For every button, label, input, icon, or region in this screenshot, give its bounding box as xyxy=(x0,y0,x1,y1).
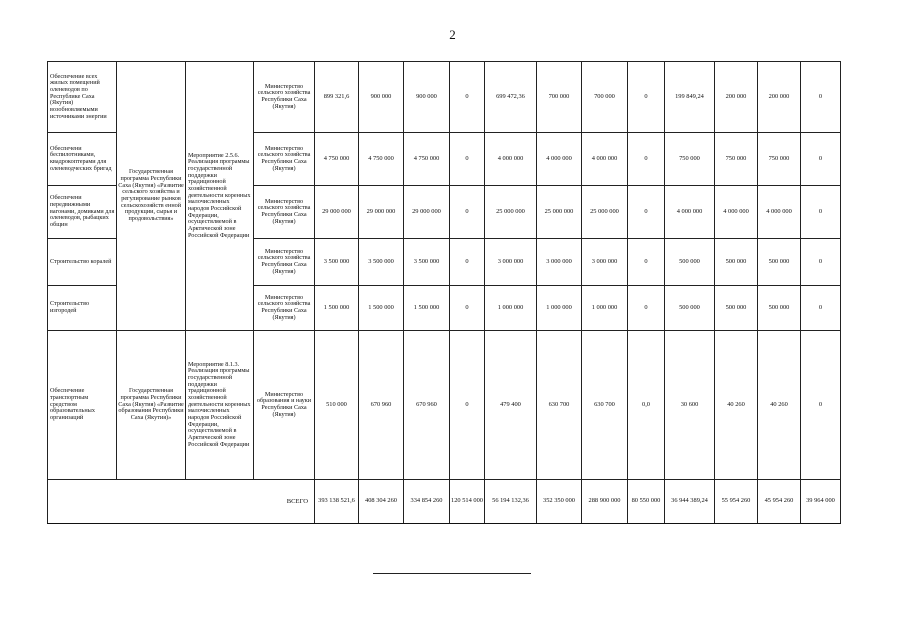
activity-cell: Обеспечение всех жилых помещений оленеводов по Республике Саха (Якутия) возобновляемыми источниками энергии xyxy=(48,62,117,133)
value-cell: 29 000 000 xyxy=(315,186,359,239)
value-cell: 670 960 xyxy=(359,331,404,480)
value-cell: 0 xyxy=(628,286,665,331)
total-value-cell: 36 944 389,24 xyxy=(665,480,715,524)
value-cell: 750 000 xyxy=(715,133,758,186)
value-cell: 4 000 000 xyxy=(665,186,715,239)
value-cell: 25 000 000 xyxy=(485,186,537,239)
activity-cell: Строительство изгородей xyxy=(48,286,117,331)
value-cell: 0 xyxy=(628,186,665,239)
value-cell: 670 960 xyxy=(404,331,450,480)
value-cell: 0 xyxy=(450,186,485,239)
value-cell: 0 xyxy=(801,239,841,286)
ministry-cell: Министерство сельского хозяйства Республики Саха (Якутия) xyxy=(254,186,315,239)
value-cell: 4 000 000 xyxy=(758,186,801,239)
value-cell: 3 500 000 xyxy=(359,239,404,286)
value-cell: 700 000 xyxy=(537,62,582,133)
value-cell: 0 xyxy=(450,331,485,480)
value-cell: 29 000 000 xyxy=(359,186,404,239)
ministry-cell: Министерство сельского хозяйства Республики Саха (Якутия) xyxy=(254,239,315,286)
activity-cell: Обеспечени передвижными вагонами, домиками для оленеводов, рыбацких общин xyxy=(48,186,117,239)
value-cell: 40 260 xyxy=(758,331,801,480)
total-row xyxy=(48,480,841,524)
activity-cell: Обеспечени беспилотниками, квадрокоптерами для оленеводческих бригад xyxy=(48,133,117,186)
value-cell: 0 xyxy=(801,186,841,239)
value-cell: 500 000 xyxy=(758,239,801,286)
value-cell: 1 000 000 xyxy=(485,286,537,331)
value-cell: 900 000 xyxy=(404,62,450,133)
value-cell: 0 xyxy=(628,239,665,286)
ministry-cell: Министерство сельского хозяйства Республики Саха (Якутия) xyxy=(254,133,315,186)
program-cell: Государственная программа Республики Саха (Якутия) «Развитие образования Республики Саха (Якутия)» xyxy=(117,331,186,480)
value-cell: 500 000 xyxy=(758,286,801,331)
value-cell: 25 000 000 xyxy=(582,186,628,239)
value-cell: 500 000 xyxy=(715,286,758,331)
value-cell: 25 000 000 xyxy=(537,186,582,239)
total-value-cell: 120 514 000 xyxy=(450,480,485,524)
value-cell: 3 000 000 xyxy=(537,239,582,286)
total-value-cell: 288 900 000 xyxy=(582,480,628,524)
value-cell: 1 500 000 xyxy=(359,286,404,331)
value-cell: 1 500 000 xyxy=(404,286,450,331)
total-value-cell: 45 954 260 xyxy=(758,480,801,524)
total-value-cell: 80 550 000 xyxy=(628,480,665,524)
page-number: 2 xyxy=(449,27,456,42)
measure-cell: Мероприятие 2.5.6. Реализация программы государственной поддержки традиционной хозяйственной деятельности коренных малочисленных народов Российской Федерации, осуществляемой в Арктической зоне Российской Федерации xyxy=(186,62,254,331)
value-cell: 0,0 xyxy=(628,331,665,480)
value-cell: 200 000 xyxy=(758,62,801,133)
value-cell: 4 000 000 xyxy=(582,133,628,186)
total-value-cell: 334 854 260 xyxy=(404,480,450,524)
value-cell: 4 750 000 xyxy=(359,133,404,186)
budget-table xyxy=(47,61,841,524)
table-row xyxy=(48,62,841,133)
value-cell: 199 849,24 xyxy=(665,62,715,133)
program-cell: Государственная программа Республики Саха (Якутия) «Развитие сельского хозяйства и регулирование рынков сельскохозяйств енной продукции, сырья и продовольствия» xyxy=(117,62,186,331)
value-cell: 0 xyxy=(450,133,485,186)
value-cell: 3 500 000 xyxy=(404,239,450,286)
value-cell: 30 600 xyxy=(665,331,715,480)
footer-divider xyxy=(373,573,531,574)
value-cell: 630 700 xyxy=(537,331,582,480)
value-cell: 899 321,6 xyxy=(315,62,359,133)
value-cell: 0 xyxy=(450,239,485,286)
total-value-cell: 55 954 260 xyxy=(715,480,758,524)
ministry-cell: Министерство сельского хозяйства Республики Саха (Якутия) xyxy=(254,62,315,133)
value-cell: 0 xyxy=(801,331,841,480)
total-value-cell: 352 350 000 xyxy=(537,480,582,524)
value-cell: 510 000 xyxy=(315,331,359,480)
value-cell: 0 xyxy=(450,62,485,133)
value-cell: 500 000 xyxy=(665,286,715,331)
table-row xyxy=(48,331,841,480)
value-cell: 4 750 000 xyxy=(404,133,450,186)
activity-cell: Строительство коралей xyxy=(48,239,117,286)
total-value-cell: 56 194 132,36 xyxy=(485,480,537,524)
value-cell: 0 xyxy=(801,62,841,133)
value-cell: 0 xyxy=(450,286,485,331)
value-cell: 4 000 000 xyxy=(715,186,758,239)
value-cell: 3 000 000 xyxy=(582,239,628,286)
value-cell: 1 000 000 xyxy=(537,286,582,331)
value-cell: 0 xyxy=(801,286,841,331)
value-cell: 4 000 000 xyxy=(537,133,582,186)
value-cell: 900 000 xyxy=(359,62,404,133)
value-cell: 4 000 000 xyxy=(485,133,537,186)
value-cell: 750 000 xyxy=(758,133,801,186)
total-value-cell: 408 304 260 xyxy=(359,480,404,524)
value-cell: 0 xyxy=(801,133,841,186)
value-cell: 40 260 xyxy=(715,331,758,480)
value-cell: 479 400 xyxy=(485,331,537,480)
value-cell: 0 xyxy=(628,62,665,133)
value-cell: 700 000 xyxy=(582,62,628,133)
value-cell: 3 500 000 xyxy=(315,239,359,286)
total-value-cell: 39 964 000 xyxy=(801,480,841,524)
value-cell: 1 500 000 xyxy=(315,286,359,331)
value-cell: 1 000 000 xyxy=(582,286,628,331)
ministry-cell: Министерство сельского хозяйства Республики Саха (Якутия) xyxy=(254,286,315,331)
value-cell: 3 000 000 xyxy=(485,239,537,286)
value-cell: 200 000 xyxy=(715,62,758,133)
value-cell: 750 000 xyxy=(665,133,715,186)
activity-cell: Обеспечение транспортным средством образовательных организаций xyxy=(48,331,117,480)
value-cell: 630 700 xyxy=(582,331,628,480)
measure-cell: Мероприятие 8.1.3. Реализация программы государственной поддержки традиционной хозяйственной деятельности коренных малочисленных народов Российской Федерации, осуществляемой в Арктической зоне Российской Федерации xyxy=(186,331,254,480)
total-value-cell: 393 138 521,6 xyxy=(315,480,359,524)
value-cell: 699 472,36 xyxy=(485,62,537,133)
value-cell: 29 000 000 xyxy=(404,186,450,239)
ministry-cell: Министерство образования и науки Республики Саха (Якутия) xyxy=(254,331,315,480)
value-cell: 4 750 000 xyxy=(315,133,359,186)
value-cell: 500 000 xyxy=(665,239,715,286)
value-cell: 0 xyxy=(628,133,665,186)
total-label: ВСЕГО xyxy=(48,480,315,524)
value-cell: 500 000 xyxy=(715,239,758,286)
